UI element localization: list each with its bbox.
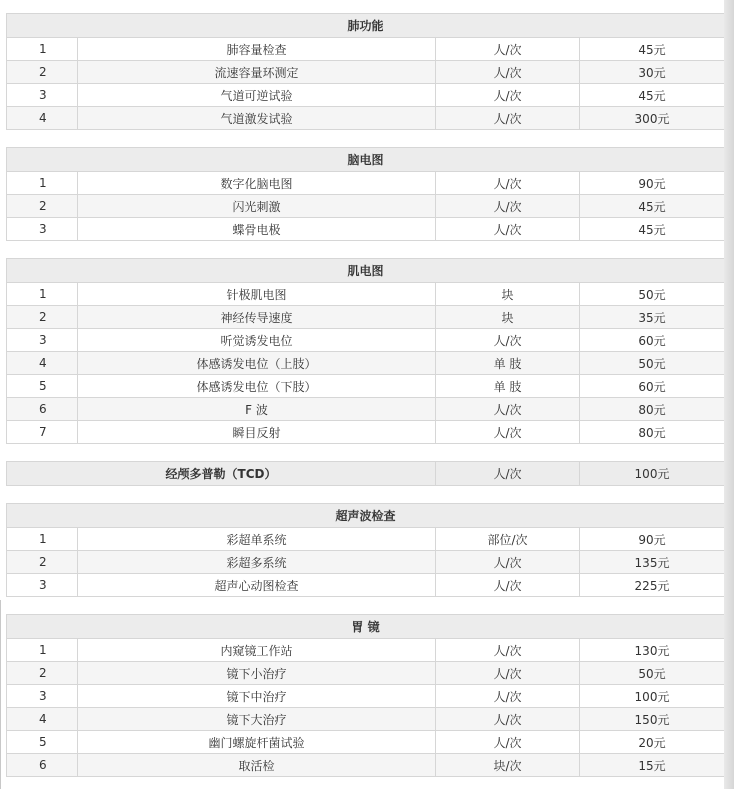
item-name: 神经传导速度: [78, 306, 436, 329]
section-header: [7, 615, 725, 639]
section-title: 脑电图: [7, 148, 725, 172]
table-row: [7, 528, 725, 551]
item-name: 针极肌电图: [78, 283, 436, 306]
ultrasound-table: [6, 503, 725, 597]
table-row: [7, 61, 725, 84]
item-price: 60元: [580, 329, 725, 352]
row-number: 3: [7, 574, 78, 597]
row-number: 3: [7, 218, 78, 241]
item-price: 90元: [580, 172, 725, 195]
item-unit: 部位/次: [436, 528, 580, 551]
table-row: [7, 708, 725, 731]
item-name: 肺容量检查: [78, 38, 436, 61]
row-number: 4: [7, 708, 78, 731]
row-number: 6: [7, 754, 78, 777]
table-row: [7, 283, 725, 306]
item-price: 35元: [580, 306, 725, 329]
item-price: 60元: [580, 375, 725, 398]
item-price: 90元: [580, 528, 725, 551]
item-unit: 人/次: [436, 329, 580, 352]
row-number: 5: [7, 731, 78, 754]
section-header: [7, 259, 725, 283]
item-name: 幽门螺旋杆菌试验: [78, 731, 436, 754]
item-price: 100元: [580, 685, 725, 708]
item-price: 20元: [580, 731, 725, 754]
tcd-name: 经颅多普勒（TCD）: [7, 462, 436, 486]
item-price: 50元: [580, 283, 725, 306]
item-name: 取活检: [78, 754, 436, 777]
item-unit: 人/次: [436, 639, 580, 662]
table-row: [7, 731, 725, 754]
item-name: 体感诱发电位（上肢）: [78, 352, 436, 375]
item-price: 30元: [580, 61, 725, 84]
item-name: 气道可逆试验: [78, 84, 436, 107]
item-price: 300元: [580, 107, 725, 130]
row-number: 2: [7, 306, 78, 329]
section-header: [7, 148, 725, 172]
section-eeg: [6, 147, 724, 241]
table-row: [7, 574, 725, 597]
item-name: 内窥镜工作站: [78, 639, 436, 662]
table-row: [7, 662, 725, 685]
tcd-price: 100元: [580, 462, 725, 486]
item-unit: 人/次: [436, 107, 580, 130]
gastroscope-table: [6, 614, 725, 777]
tcd-unit: 人/次: [436, 462, 580, 486]
row-number: 6: [7, 398, 78, 421]
item-name: 气道激发试验: [78, 107, 436, 130]
item-unit: 人/次: [436, 421, 580, 444]
table-row: [7, 685, 725, 708]
item-unit: 人/次: [436, 218, 580, 241]
item-name: 镜下中治疗: [78, 685, 436, 708]
item-name: F 波: [78, 398, 436, 421]
item-price: 80元: [580, 398, 725, 421]
item-unit: 块: [436, 306, 580, 329]
table-row: [7, 195, 725, 218]
row-number: 1: [7, 283, 78, 306]
item-name: 彩超多系统: [78, 551, 436, 574]
item-price: 45元: [580, 38, 725, 61]
item-unit: 块/次: [436, 754, 580, 777]
row-number: 7: [7, 421, 78, 444]
row-number: 1: [7, 528, 78, 551]
item-unit: 人/次: [436, 398, 580, 421]
item-unit: 人/次: [436, 172, 580, 195]
row-number: 3: [7, 84, 78, 107]
section-title: 超声波检查: [7, 504, 725, 528]
tcd-table: [6, 461, 725, 486]
item-price: 50元: [580, 352, 725, 375]
table-row: [7, 352, 725, 375]
table-row: [7, 84, 725, 107]
item-unit: 单 肢: [436, 375, 580, 398]
section-lung-function: [6, 13, 724, 130]
item-unit: 人/次: [436, 38, 580, 61]
table-row: [7, 551, 725, 574]
item-name: 镜下大治疗: [78, 708, 436, 731]
section-title: 肌电图: [7, 259, 725, 283]
row-number: 3: [7, 329, 78, 352]
item-price: 45元: [580, 84, 725, 107]
section-header: [7, 504, 725, 528]
item-name: 超声心动图检查: [78, 574, 436, 597]
table-row: [7, 218, 725, 241]
table-row: [7, 754, 725, 777]
item-unit: 人/次: [436, 685, 580, 708]
table-row: [7, 398, 725, 421]
item-unit: 人/次: [436, 574, 580, 597]
lung-function-table: [6, 13, 725, 130]
section-ultrasound: [6, 503, 724, 597]
item-price: 45元: [580, 218, 725, 241]
table-row: [7, 421, 725, 444]
item-price: 50元: [580, 662, 725, 685]
section-gastroscope: [6, 614, 724, 777]
table-row: [7, 329, 725, 352]
section-title: 肺功能: [7, 14, 725, 38]
table-row: [7, 639, 725, 662]
item-unit: 人/次: [436, 84, 580, 107]
row-number: 1: [7, 38, 78, 61]
section-emg: [6, 258, 724, 444]
item-name: 瞬目反射: [78, 421, 436, 444]
item-name: 闪光刺激: [78, 195, 436, 218]
table-row: [7, 38, 725, 61]
item-unit: 人/次: [436, 731, 580, 754]
row-number: 2: [7, 551, 78, 574]
item-name: 镜下小治疗: [78, 662, 436, 685]
item-name: 数字化脑电图: [78, 172, 436, 195]
table-row: [7, 172, 725, 195]
item-unit: 人/次: [436, 662, 580, 685]
item-price: 80元: [580, 421, 725, 444]
item-price: 150元: [580, 708, 725, 731]
section-tcd: [6, 461, 724, 486]
item-price: 135元: [580, 551, 725, 574]
row-number: 4: [7, 107, 78, 130]
eeg-table: [6, 147, 725, 241]
row-number: 4: [7, 352, 78, 375]
section-header: [7, 14, 725, 38]
row-number: 1: [7, 639, 78, 662]
item-unit: 人/次: [436, 61, 580, 84]
item-unit: 人/次: [436, 708, 580, 731]
item-name: 彩超单系统: [78, 528, 436, 551]
item-price: 130元: [580, 639, 725, 662]
item-unit: 人/次: [436, 195, 580, 218]
item-name: 体感诱发电位（下肢）: [78, 375, 436, 398]
item-name: 蝶骨电极: [78, 218, 436, 241]
row-number: 5: [7, 375, 78, 398]
row-number: 3: [7, 685, 78, 708]
item-price: 225元: [580, 574, 725, 597]
table-row: [7, 107, 725, 130]
row-number: 1: [7, 172, 78, 195]
table-row: [7, 375, 725, 398]
section-title: 胃 镜: [7, 615, 725, 639]
page-edge-line: [0, 600, 1, 789]
item-unit: 人/次: [436, 551, 580, 574]
row-number: 2: [7, 61, 78, 84]
item-price: 15元: [580, 754, 725, 777]
item-unit: 块: [436, 283, 580, 306]
table-row: [7, 306, 725, 329]
row-number: 2: [7, 195, 78, 218]
item-name: 听觉诱发电位: [78, 329, 436, 352]
vertical-scrollbar[interactable]: [724, 0, 734, 789]
item-unit: 单 肢: [436, 352, 580, 375]
emg-table: [6, 258, 725, 444]
tcd-row: [7, 462, 725, 486]
item-price: 45元: [580, 195, 725, 218]
item-name: 流速容量环测定: [78, 61, 436, 84]
row-number: 2: [7, 662, 78, 685]
